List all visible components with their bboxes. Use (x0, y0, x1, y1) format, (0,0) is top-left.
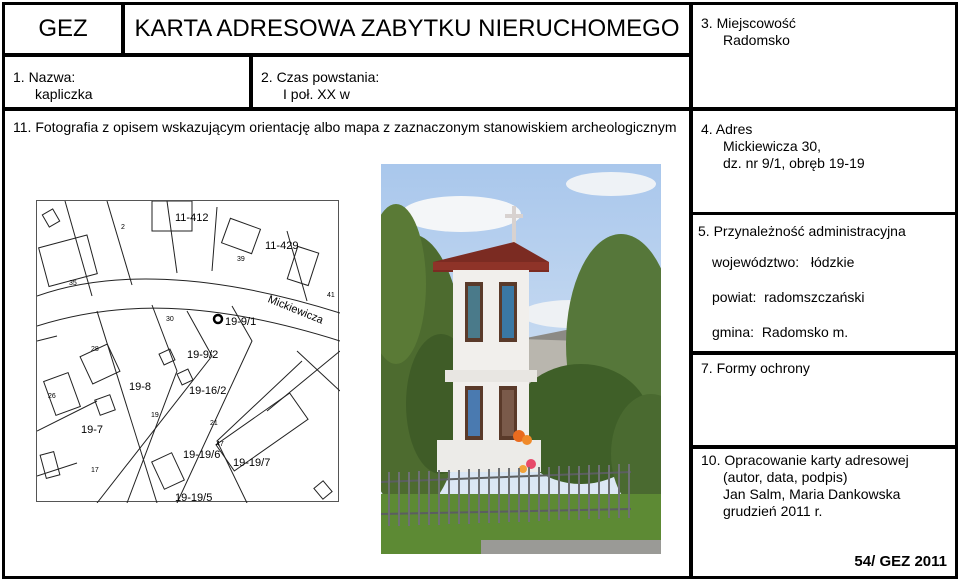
map-number: 39 (237, 256, 245, 263)
place-field (690, 2, 958, 110)
admin-section (690, 212, 958, 354)
monument-marker (214, 315, 222, 323)
map-number: 35 (69, 280, 77, 287)
cadastral-map (36, 200, 339, 502)
map-label: 19-16/2 (189, 385, 227, 397)
map-number: 47 (216, 441, 224, 448)
map-number: 30 (166, 316, 174, 323)
shrine-photo (381, 164, 661, 554)
county-row (698, 289, 958, 306)
map-label: 19-19/5 (175, 492, 213, 503)
map-label: 19-9/1 (225, 316, 257, 328)
protection-field (690, 352, 958, 448)
voivodeship-row (698, 254, 958, 271)
county-label: powiat: (712, 289, 757, 305)
address-line-2: dz. nr 9/1, obręb 19-19 (723, 155, 865, 171)
voivodeship-value: łódzkie (810, 254, 855, 270)
photo-map-label: 11. Fotografia z opisem wskazującym orientację albo mapa z zaznaczonym stanowiskiem archeologicznym (13, 119, 677, 135)
address-label: 4. Adres (701, 121, 753, 137)
map-number: 17 (91, 467, 99, 474)
map-number: 19 (151, 412, 159, 419)
photo-drawing (381, 164, 661, 554)
gmina-label: gmina: (712, 324, 755, 340)
place-label: 3. Miejscowość (701, 15, 796, 31)
prepared-by-label: 10. Opracowanie karty adresowej (701, 452, 909, 468)
map-number: 2 (121, 224, 125, 231)
period-label: 2. Czas powstania: (261, 69, 380, 85)
voivodeship-label: województwo: (712, 254, 800, 270)
street-label: Mickiewicza (266, 293, 325, 327)
map-number: 26 (48, 393, 56, 400)
name-label: 1. Nazwa: (13, 69, 76, 85)
gmina-value: Radomsko m. (761, 324, 849, 340)
gmina-row (698, 324, 958, 341)
map-label: 11-429 (265, 240, 299, 252)
map-label: 19-7 (81, 424, 104, 436)
county-value: radomszczański (764, 289, 865, 305)
map-number: 28 (91, 346, 99, 353)
map-label: 11-412 (175, 212, 209, 224)
period-field (250, 54, 692, 110)
name-field (2, 54, 252, 110)
name-value: kapliczka (35, 86, 93, 102)
map-label: 19-9/2 (187, 349, 219, 361)
map-label: 19-8 (129, 381, 152, 393)
map-number: 21 (210, 420, 218, 427)
prepared-by-sublabel: (autor, data, podpis) (723, 469, 848, 485)
place-value: Radomsko (723, 32, 790, 48)
admin-label: 5. Przynależność administracyjna (698, 223, 906, 239)
map-label: 19-19/6 (183, 449, 221, 461)
card-number: 54/ GEZ 2011 (854, 553, 947, 570)
address-line-1: Mickiewicza 30, (723, 138, 822, 154)
protection-label: 7. Formy ochrony (701, 360, 810, 376)
prepared-by-field (690, 446, 958, 579)
map-label: 19-19/7 (233, 457, 271, 469)
map-number: 41 (327, 292, 335, 299)
map-drawing (37, 201, 340, 503)
prepared-by-authors: Jan Salm, Maria Dankowska (723, 486, 901, 502)
period-value: I poł. XX w (283, 86, 350, 102)
prepared-by-date: grudzień 2011 r. (723, 503, 823, 519)
document-title: KARTA ADRESOWA ZABYTKU NIERUCHOMEGO (122, 2, 692, 56)
document-code: GEZ (2, 2, 124, 56)
